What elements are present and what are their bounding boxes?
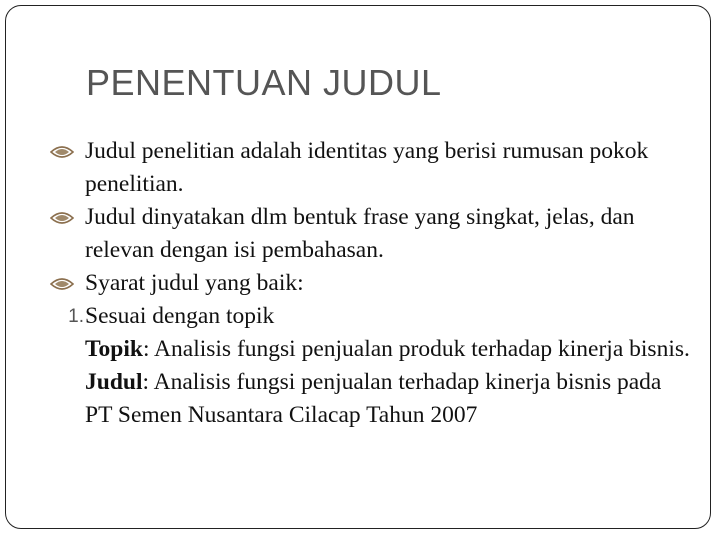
bullet-item	[6, 267, 712, 300]
bullet-text: Syarat judul yang baik:	[85, 270, 304, 296]
bullet-text: Judul dinyatakan dlm bentuk frase yang singkat, jelas, dan relevan dengan isi pembahasan.	[85, 204, 635, 263]
bullet-text: Judul penelitian adalah identitas yang berisi rumusan pokok penelitian.	[85, 138, 649, 197]
bullet-item	[6, 135, 712, 201]
bullet-icon	[46, 135, 78, 168]
topik-label: Topik	[85, 336, 143, 362]
bullet-item	[6, 201, 712, 267]
judul-label: Judul	[85, 369, 143, 395]
slide-content	[6, 135, 712, 432]
list-number-marker	[46, 300, 84, 333]
topik-text: : Analisis fungsi penjualan produk terhadap kinerja bisnis.	[142, 336, 690, 362]
bullet-icon	[46, 267, 78, 300]
judul-example	[6, 366, 712, 432]
numbered-text: Sesuai dengan topik	[85, 303, 275, 329]
list-number: 1.	[68, 306, 84, 327]
topik-example	[6, 333, 712, 366]
slide-title: PENENTUAN JUDUL	[86, 62, 442, 103]
judul-text: : Analisis fungsi penjualan terhadap kinerja bisnis pada PT Semen Nusantara Cilacap Tahun 2007	[85, 369, 662, 428]
slide-frame	[5, 5, 711, 529]
numbered-item	[6, 300, 712, 333]
bullet-icon	[46, 201, 78, 234]
